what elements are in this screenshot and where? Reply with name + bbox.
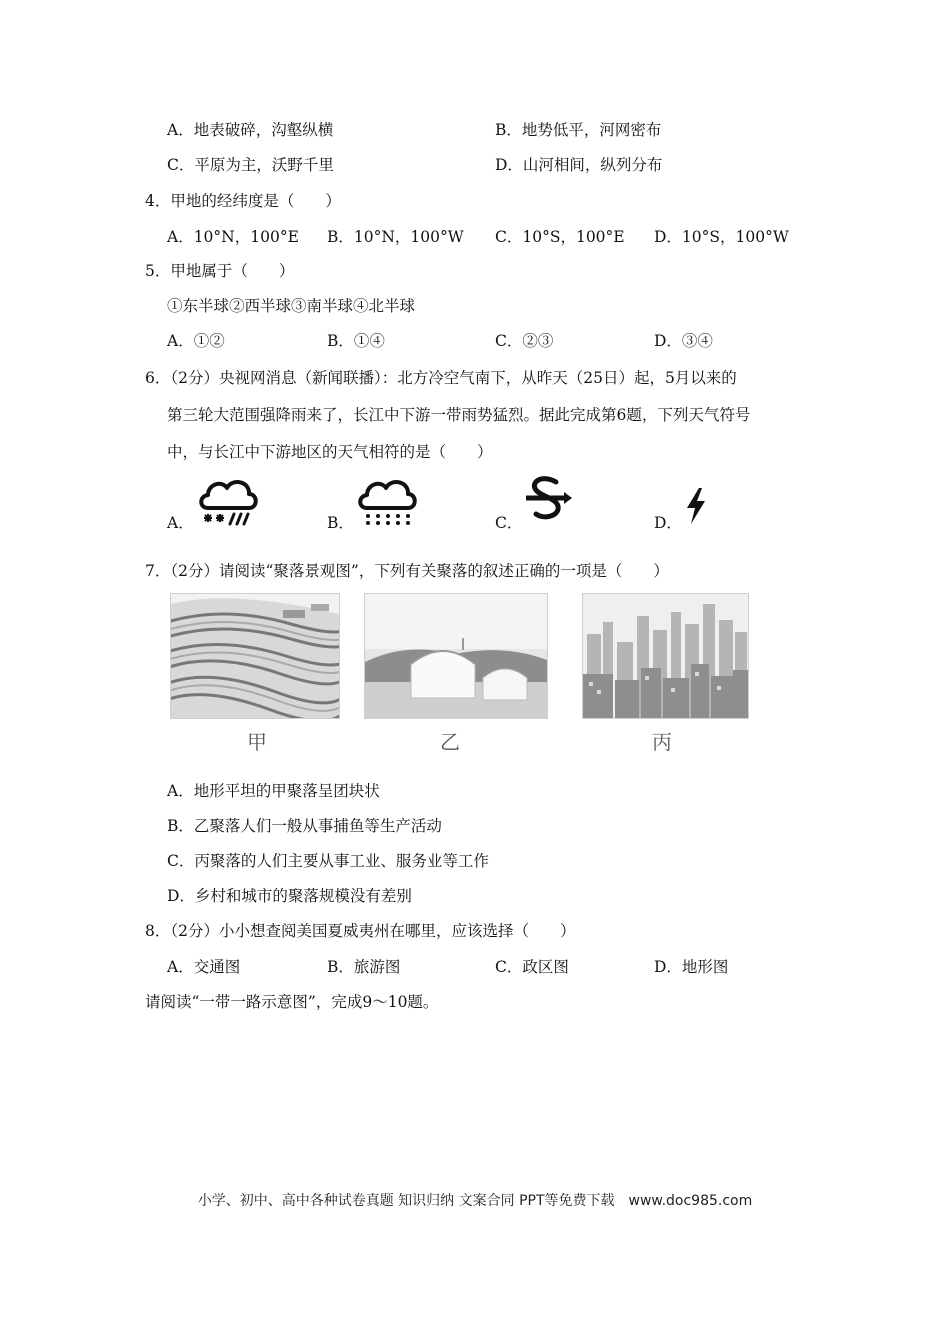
q6-option-b: B． [327, 514, 354, 532]
q7-option-b: B．乙聚落人们一般从事捕鱼等生产活动 [167, 817, 442, 835]
lightning-icon [683, 486, 709, 526]
q5-option-a: A．①② [167, 332, 225, 350]
intro-q9-10: 请阅读“一带一路示意图”，完成9～10题。 [145, 993, 439, 1011]
page-footer: 小学、初中、高中各种试卷真题 知识归纳 文案合同 PPT等免费下载 www.doc985.com [197, 1193, 753, 1209]
q5-option-b: B．①④ [327, 332, 385, 350]
q4-option-b: B．10°N，100°W [327, 228, 464, 246]
photo-caption-bing: 丙 [652, 730, 672, 754]
q6-line-2: 第三轮大范围强降雨来了，长江中下游一带雨势猛烈。据此完成第6题，下列天气符号 [167, 406, 751, 424]
q6-option-a: A． [167, 514, 194, 532]
q6-line-1: 6．（2分）央视网消息（新闻联播）：北方冷空气南下，从昨天（25日）起，5月以来的 [145, 369, 737, 387]
q8-option-c: C．政区图 [495, 958, 569, 976]
q7-option-a: A．地形平坦的甲聚落呈团块状 [167, 782, 380, 800]
q7-option-d: D．乡村和城市的聚落规模没有差别 [167, 887, 412, 905]
q3-option-c: C．平原为主，沃野千里 [167, 156, 334, 174]
q8-option-b: B．旅游图 [327, 958, 401, 976]
q4-option-c: C．10°S，100°E [495, 228, 625, 246]
q3-option-a: A．地表破碎，沟壑纵横 [167, 121, 334, 139]
q5-option-c: C．②③ [495, 332, 554, 350]
rain-icon [356, 474, 418, 528]
photo-caption-jia: 甲 [247, 730, 267, 754]
q8-option-a: A．交通图 [167, 958, 241, 976]
photo-terraces [170, 593, 340, 719]
q4-stem: 4．甲地的经纬度是（ ） [145, 192, 341, 210]
q8-stem: 8．（2分）小小想查阅美国夏威夷州在哪里，应该选择（ ） [145, 922, 576, 940]
q4-option-a: A．10°N，100°E [167, 228, 299, 246]
q6-line-3: 中，与长江中下游地区的天气相符的是（ ） [167, 443, 493, 461]
q7-option-c: C．丙聚落的人们主要从事工业、服务业等工作 [167, 852, 489, 870]
photo-city [582, 593, 749, 719]
q5-option-d: D．③④ [654, 332, 713, 350]
q3-option-d: D．山河相间，纵列分布 [495, 156, 663, 174]
sleet-icon [196, 472, 262, 528]
q6-option-d: D． [654, 514, 682, 532]
photo-yurts [364, 593, 548, 719]
q3-option-b: B．地势低平，河网密布 [495, 121, 662, 139]
photo-caption-yi: 乙 [440, 730, 460, 754]
q8-option-d: D．地形图 [654, 958, 729, 976]
q5-stem: 5．甲地属于（ ） [145, 262, 295, 280]
q7-stem: 7．（2分）请阅读“聚落景观图”，下列有关聚落的叙述正确的一项是（ ） [145, 562, 669, 580]
q5-items: ①东半球②西半球③南半球④北半球 [167, 297, 416, 315]
q6-option-c: C． [495, 514, 523, 532]
q4-option-d: D．10°S，100°W [654, 228, 789, 246]
sandstorm-icon [522, 476, 574, 522]
